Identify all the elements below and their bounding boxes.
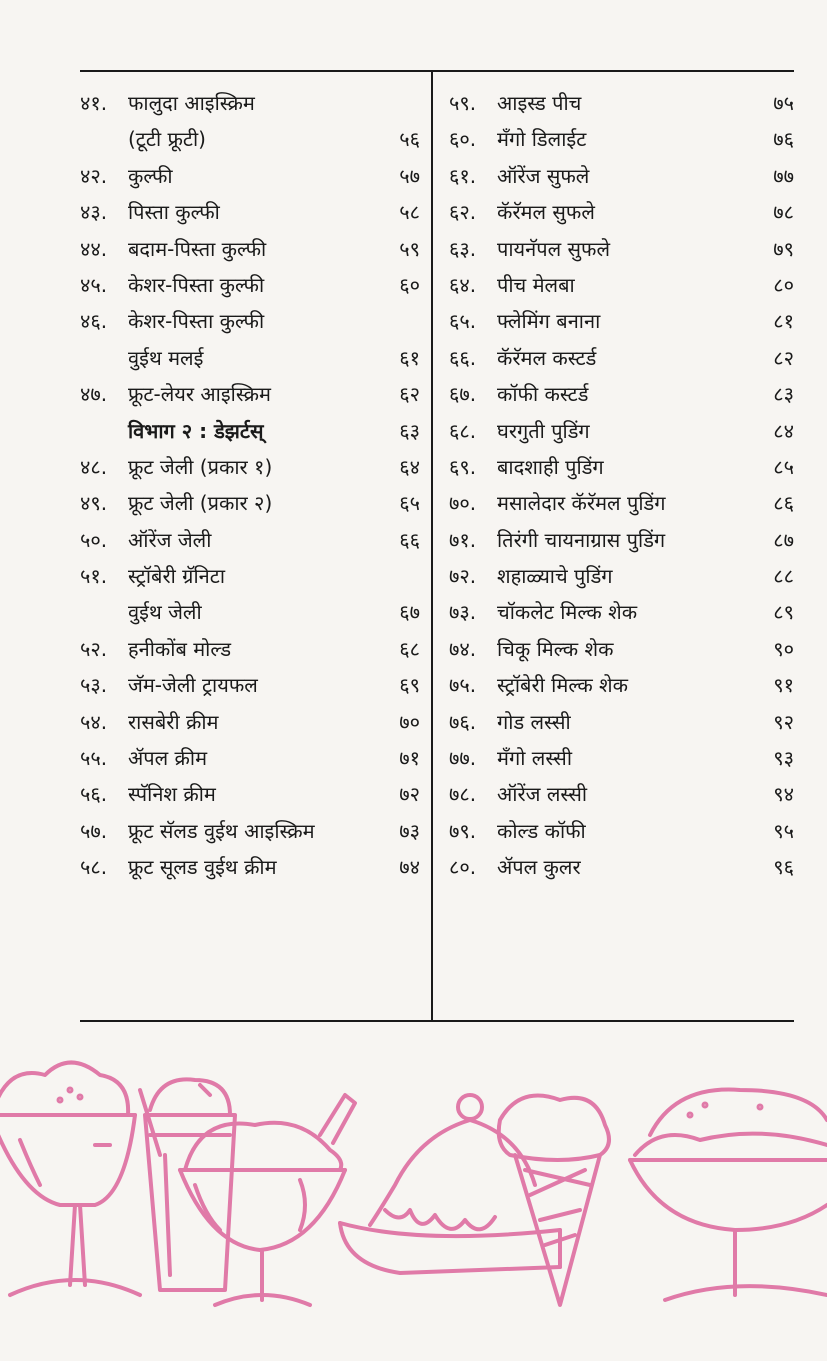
toc-entry-title: ॲपल कुलर — [497, 855, 581, 880]
toc-entry-number: ५९. — [449, 91, 477, 115]
toc-entry — [449, 376, 794, 412]
top-rule — [80, 70, 794, 72]
toc-entry-page: ८६ — [773, 491, 794, 516]
toc-entry-page: ८४ — [773, 418, 794, 443]
toc-entry-number: ४३. — [80, 200, 108, 225]
toc-entry-number: ७८. — [449, 782, 477, 807]
toc-entry-title: कुल्फी — [128, 163, 173, 188]
toc-entry-number: ७५. — [449, 673, 477, 698]
toc-entry — [449, 594, 794, 630]
toc-entry-title: घरगुती पुडिंग — [497, 418, 590, 443]
toc-entry-page: ७९ — [773, 236, 794, 261]
toc-entry-title: मँगो लस्सी — [497, 746, 572, 771]
toc-entry-title: मसालेदार कॅरॅमल पुडिंग — [497, 491, 666, 516]
toc-entry-page: ६१ — [399, 345, 420, 370]
toc-entry-number: ४५. — [80, 272, 108, 297]
toc-entry-page: ६३ — [399, 418, 420, 443]
toc-entry — [80, 631, 420, 667]
toc-entry-page: ९४ — [773, 782, 794, 807]
toc-entry-number: ६४. — [449, 272, 477, 297]
toc-entry-title: हनीकोंब मोल्ड — [128, 636, 232, 661]
toc-entry-number: ६०. — [449, 127, 477, 152]
toc-entry-page: ९५ — [773, 818, 794, 843]
toc-entry — [80, 485, 420, 521]
toc-entry-title: बादशाही पुडिंग — [497, 454, 604, 479]
toc-entry — [80, 340, 420, 376]
toc-entry — [449, 449, 794, 485]
toc-entry-title: फ्रूट जेली (प्रकार २) — [128, 491, 273, 516]
toc-entry-number: ५६. — [80, 782, 108, 807]
toc-entry-number: ७३. — [449, 600, 477, 625]
toc-entry-number: ६८. — [449, 418, 477, 443]
toc-entry-title: आइस्ड पीच — [497, 91, 582, 115]
toc-entry — [80, 776, 420, 812]
toc-entry-page: ९१ — [773, 673, 794, 698]
sundae-glass-icon — [0, 1063, 140, 1296]
toc-entry-number: ७४. — [449, 636, 477, 661]
toc-entry-title: कोल्ड कॉफी — [497, 818, 586, 843]
toc-entry — [80, 522, 420, 558]
toc-entry-number: ६२. — [449, 200, 477, 225]
toc-entry-number: ७२. — [449, 564, 477, 589]
toc-entry-title: कॉफी कस्टर्ड — [497, 382, 589, 407]
toc-entry — [449, 849, 794, 885]
ice-cream-bowl-icon — [630, 1090, 827, 1300]
toc-entry-page: ८३ — [773, 382, 794, 407]
toc-entry-page: ८८ — [773, 564, 794, 589]
toc-entry-title: पायनॅपल सुफले — [497, 236, 611, 261]
toc-entry-page: ७२ — [399, 782, 420, 807]
toc-entry-title: स्ट्रॉबेरी ग्रॅनिटा — [128, 564, 225, 589]
toc-entry — [449, 267, 794, 303]
toc-entry-number: ६५. — [449, 309, 477, 334]
toc-entry-title: जॅम-जेली ट्रायफल — [128, 673, 258, 698]
toc-entry-page: ६६ — [399, 527, 420, 552]
toc-entry-title: फ्रूट सॅलड वुईथ आइस्क्रिम — [128, 818, 315, 843]
toc-entry — [449, 667, 794, 703]
toc-entry-page: ८५ — [773, 454, 794, 479]
toc-entry-number: ४९. — [80, 491, 108, 516]
toc-entry-page: ७५ — [773, 91, 794, 115]
toc-entry — [449, 813, 794, 849]
toc-entry-title: गोड लस्सी — [497, 709, 571, 734]
toc-entry — [80, 158, 420, 194]
toc-entry — [449, 485, 794, 521]
toc-entry-page: ७४ — [399, 855, 420, 880]
toc-entry-number: ५७. — [80, 818, 108, 843]
toc-entry — [80, 740, 420, 776]
toc-entry-title: वुईथ जेली — [128, 600, 202, 625]
toc-entry-number: ६६. — [449, 345, 477, 370]
toc-entry — [80, 231, 420, 267]
toc-entry — [80, 303, 420, 339]
sundae-bowl-icon — [180, 1095, 355, 1305]
toc-entry-title: (टूटी फ्रूटी) — [128, 127, 206, 152]
toc-entry-page: ९६ — [773, 855, 794, 880]
toc-entry-number: ४४. — [80, 236, 108, 261]
toc-entry-number: ४८. — [80, 454, 108, 479]
toc-entry-page: ७१ — [399, 746, 420, 771]
toc-entry-title: चॉकलेट मिल्क शेक — [497, 600, 638, 625]
bottom-rule — [80, 1020, 794, 1022]
toc-entry — [449, 522, 794, 558]
toc-entry — [449, 558, 794, 594]
toc-entry-title: रासबेरी क्रीम — [128, 709, 219, 734]
toc-entry — [80, 121, 420, 157]
toc-section-heading — [80, 413, 420, 449]
toc-entry-title: फालुदा आइस्क्रिम — [128, 91, 255, 115]
toc-entry-page: ९२ — [773, 709, 794, 734]
toc-entry — [449, 194, 794, 230]
toc-entry-title: बदाम-पिस्ता कुल्फी — [128, 236, 267, 261]
toc-entry-title: विभाग २ : डेझर्टस् — [128, 418, 264, 443]
toc-entry-number: ५०. — [80, 527, 108, 552]
toc-entry-number: ४६. — [80, 309, 108, 334]
toc-entry-page: ७६ — [773, 127, 794, 152]
toc-entry-page: ५७ — [399, 163, 420, 188]
toc-entry — [80, 813, 420, 849]
toc-entry-number: ६३. — [449, 236, 477, 261]
toc-entry — [80, 594, 420, 630]
toc-entry — [449, 631, 794, 667]
toc-column-left — [80, 85, 420, 886]
toc-entry-page: ८२ — [773, 345, 794, 370]
toc-entry-number: ५५. — [80, 746, 108, 771]
toc-entry — [80, 449, 420, 485]
toc-entry-title: केशर-पिस्ता कुल्फी — [128, 309, 265, 334]
toc-entry-title: तिरंगी चायनाग्रास पुडिंग — [497, 527, 666, 552]
toc-entry-page: ६० — [399, 272, 420, 297]
toc-entry-number: ८०. — [449, 855, 477, 880]
toc-entry-page: ६५ — [399, 491, 420, 516]
toc-entry-title: कॅरॅमल सुफले — [497, 200, 595, 225]
toc-entry — [80, 267, 420, 303]
toc-entry-number: ५१. — [80, 564, 108, 589]
toc-entry-title: पीच मेलबा — [497, 272, 575, 297]
toc-entry-number: ७६. — [449, 709, 477, 734]
toc-entry-number: ६७. — [449, 382, 477, 407]
toc-entry — [449, 704, 794, 740]
toc-entry-page: ९० — [773, 636, 794, 661]
toc-entry-title: स्पॅनिश क्रीम — [128, 782, 216, 807]
toc-entry-page: ७८ — [773, 200, 794, 225]
toc-entry-page: ५९ — [399, 236, 420, 261]
toc-entry-title: चिकू मिल्क शेक — [497, 636, 614, 661]
toc-entry-title: ऑरेंज जेली — [128, 527, 212, 552]
toc-entry-number: ७९. — [449, 818, 477, 843]
toc-entry — [80, 376, 420, 412]
toc-entry-title: फ्रूट-लेयर आइस्क्रिम — [128, 382, 271, 407]
toc-entry-number: ५४. — [80, 709, 108, 734]
toc-entry-title: ऑरेंज सुफले — [497, 163, 590, 188]
toc-entry-number: ६९. — [449, 454, 477, 479]
toc-entry-page: ६२ — [399, 382, 420, 407]
toc-entry-page: ७७ — [773, 163, 794, 188]
toc-entry-number: ४७. — [80, 382, 108, 407]
toc-entry-title: स्ट्रॉबेरी मिल्क शेक — [497, 673, 629, 698]
toc-entry — [449, 303, 794, 339]
toc-entry-page: ७० — [399, 709, 420, 734]
toc-entry-number: ७१. — [449, 527, 477, 552]
toc-entry-page: ५८ — [399, 200, 420, 225]
toc-entry — [449, 121, 794, 157]
dessert-dish-icon — [340, 1095, 560, 1273]
toc-entry-title: वुईथ मलई — [128, 345, 204, 370]
toc-entry — [80, 849, 420, 885]
toc-entry-page: ७३ — [399, 818, 420, 843]
toc-entry-page: ६४ — [399, 454, 420, 479]
toc-entry-number: ७०. — [449, 491, 477, 516]
toc-entry-page: ८९ — [773, 600, 794, 625]
toc-entry-title: ऑरेंज लस्सी — [497, 782, 588, 807]
toc-entry — [449, 740, 794, 776]
toc-entry-number: ४२. — [80, 163, 108, 188]
toc-entry-number: ५२. — [80, 636, 108, 661]
toc-entry — [80, 667, 420, 703]
toc-entry-title: पिस्ता कुल्फी — [128, 200, 220, 225]
toc-entry-number: ५८. — [80, 855, 108, 880]
toc-entry — [80, 558, 420, 594]
toc-entry-page: ६७ — [399, 600, 420, 625]
toc-entry — [449, 231, 794, 267]
toc-entry-number: ५३. — [80, 673, 108, 698]
toc-entry-number: ७७. — [449, 746, 477, 771]
toc-entry-title: शहाळ्याचे पुडिंग — [497, 564, 613, 589]
toc-entry — [449, 413, 794, 449]
toc-entry-page: ५६ — [399, 127, 420, 152]
toc-entry-title: मँगो डिलाईट — [497, 127, 587, 152]
toc-entry — [449, 85, 794, 121]
ice-cream-illustration — [0, 1045, 827, 1361]
toc-entry-title: फ्लेमिंग बनाना — [497, 309, 601, 334]
column-divider — [431, 70, 433, 1022]
table-of-contents — [80, 70, 794, 1022]
toc-entry — [80, 194, 420, 230]
toc-entry — [449, 158, 794, 194]
toc-column-right — [449, 85, 794, 886]
toc-entry-number: ६१. — [449, 163, 477, 188]
toc-entry — [449, 340, 794, 376]
toc-entry-page: ६९ — [399, 673, 420, 698]
toc-entry — [80, 704, 420, 740]
toc-entry — [449, 776, 794, 812]
toc-entry-page: ८७ — [773, 527, 794, 552]
toc-entry-title: फ्रूट जेली (प्रकार १) — [128, 454, 273, 479]
toc-entry-title: कॅरॅमल कस्टर्ड — [497, 345, 597, 370]
toc-entry-page: ९३ — [773, 746, 794, 771]
toc-entry-page: ८१ — [773, 309, 794, 334]
toc-entry — [80, 85, 420, 121]
toc-entry-title: केशर-पिस्ता कुल्फी — [128, 272, 265, 297]
toc-entry-title: फ्रूट सूलड वुईथ क्रीम — [128, 855, 277, 880]
toc-entry-number: ४१. — [80, 91, 108, 115]
toc-entry-page: ८० — [773, 272, 794, 297]
toc-entry-title: ॲपल क्रीम — [128, 746, 208, 771]
ice-cream-cone-icon — [499, 1096, 609, 1306]
toc-entry-page: ६८ — [399, 636, 420, 661]
